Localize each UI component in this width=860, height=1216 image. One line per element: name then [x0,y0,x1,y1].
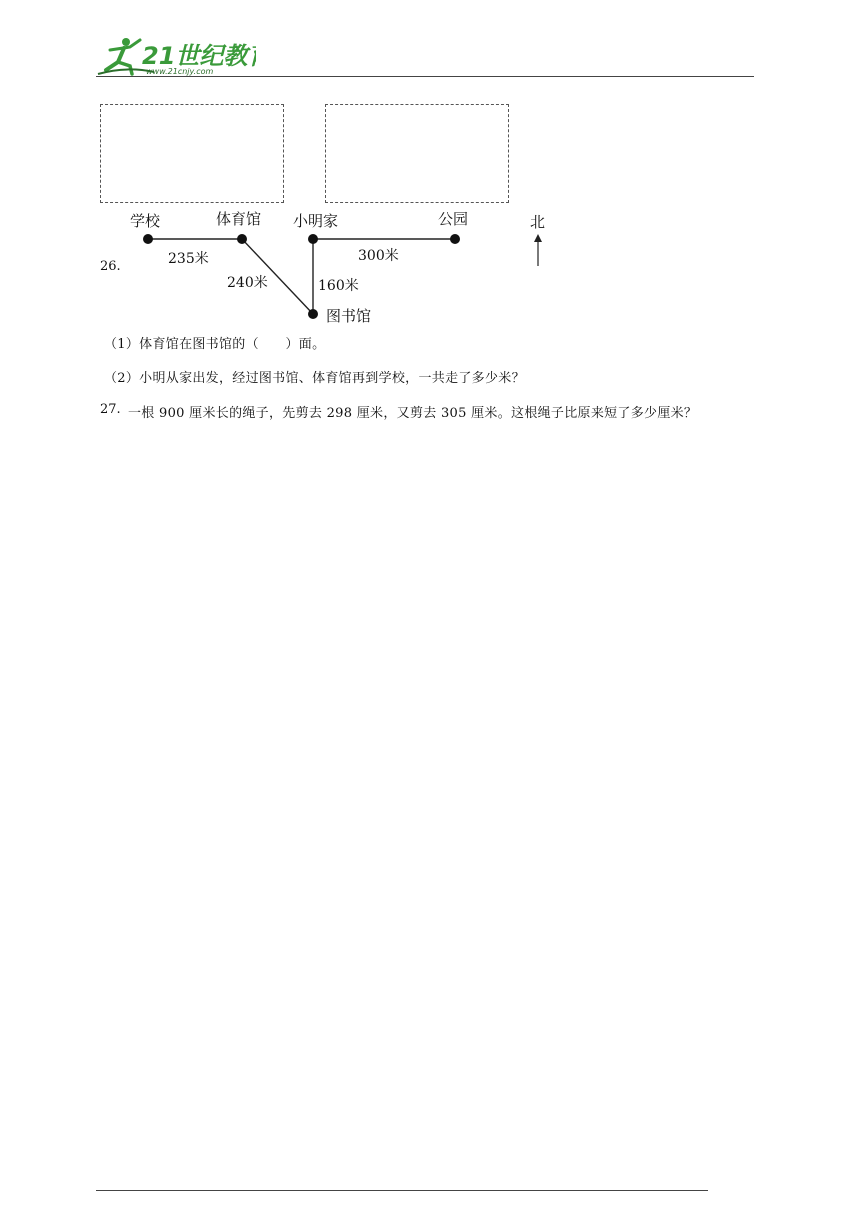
logo-url: www.21cnjy.com [146,67,214,76]
header-rule [96,76,754,77]
question-26-number: 26. [100,259,121,274]
distance-home-park: 300米 [358,248,399,264]
north-arrowhead-icon [534,234,542,242]
site-logo [96,36,256,78]
logo-runner-icon [96,36,256,78]
distance-home-library: 160米 [318,278,359,294]
question-27-text: 一根 900 厘米长的绳子，先剪去 298 厘米，又剪去 305 厘米。这根绳子比原来短了多少厘米？ [128,406,698,421]
logo-text: 21世纪教 [142,42,248,70]
label-school: 学校 [130,212,161,230]
distance-gym-library: 240米 [227,275,268,291]
distance-school-gym: 235米 [168,251,209,267]
question-26-part-1: （1）体育馆在图书馆的（ ）面。 [104,337,326,352]
north-label: 北 [530,213,546,231]
point-gym [237,234,247,244]
label-library: 图书馆 [326,307,372,325]
question-26-part-2: （2）小明从家出发，经过图书馆、体育馆再到学校，一共走了多少米？ [104,371,525,386]
label-park: 公园 [438,210,469,228]
answer-box-right [325,104,509,203]
label-gym: 体育馆 [216,210,262,228]
question-27-number: 27. [100,402,121,417]
point-park [450,234,460,244]
point-home [308,234,318,244]
point-school [143,234,153,244]
route-diagram [96,200,566,330]
answer-box-left [100,104,284,203]
point-library [308,309,318,319]
footer-rule [96,1190,708,1191]
label-home: 小明家 [293,212,339,230]
